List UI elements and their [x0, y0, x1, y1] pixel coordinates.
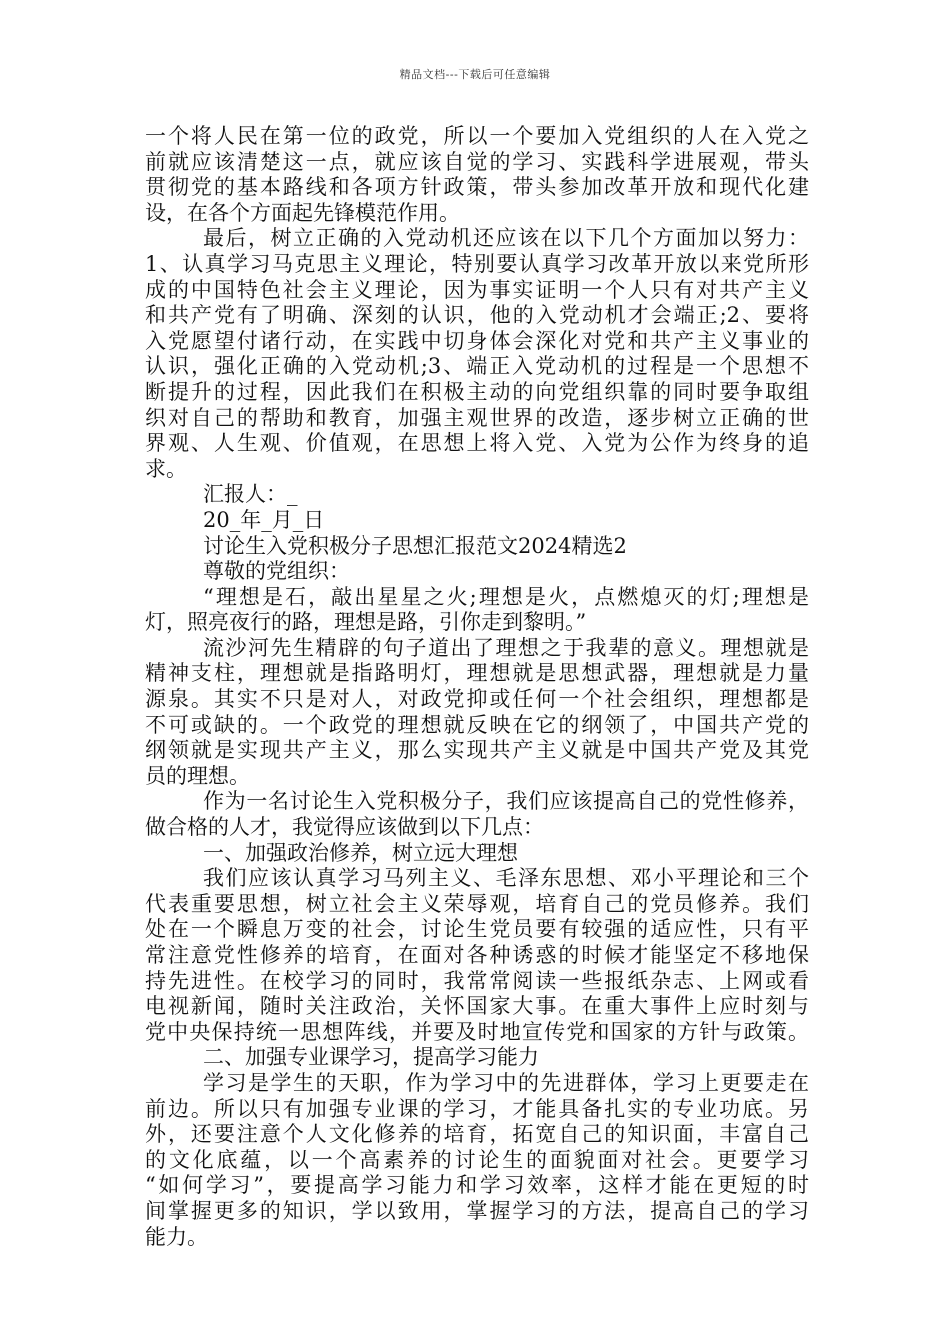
- text-line: 界观、人生观、价值观，在思想上将入党、入党为公作为终身的追: [145, 431, 809, 456]
- text-line: 认识，强化正确的入党动机;3、端正入党动机的过程是一个思想不: [145, 354, 809, 379]
- text-line: 党中央保持统一思想阵线，并要及时地宣传党和国家的方针与政策。: [145, 1019, 809, 1044]
- text-line: 和共产党有了明确、深刻的认识，他的入党动机才会端正;2、要将: [145, 303, 809, 328]
- document-body: [145, 124, 809, 1250]
- text-line: 一个将人民在第一位的政党，所以一个要加入党组织的人在入党之: [145, 124, 809, 148]
- text-line: 纲领就是实现共产主义，那么实现共产主义就是中国共产党及其党: [145, 738, 809, 763]
- text-line: 源泉。其实不只是对人，对政党抑或任何一个社会组织，理想都是: [145, 687, 809, 712]
- text-line: 常注意党性修养的培育，在面对各种诱惑的时候才能坚定不移地保: [145, 943, 809, 967]
- text-line: 断提升的过程，因此我们在积极主动的向党组织靠的同时要争取组: [145, 379, 809, 404]
- text-line: 流沙河先生精辟的句子道出了理想之于我辈的意义。理想就是: [203, 635, 809, 660]
- text-line: 持先进性。在校学习的同时，我常常阅读一些报纸杂志、上网或看: [145, 968, 809, 993]
- text-line: 代表重要思想，树立社会主义荣辱观，培育自己的党员修养。我们: [145, 891, 809, 916]
- text-line: 我们应该认真学习马列主义、毛泽东思想、邓小平理论和三个: [203, 866, 809, 891]
- text-line: 做合格的人才，我觉得应该做到以下几点：: [145, 815, 544, 840]
- text-line: 作为一名讨论生入党积极分子，我们应该提高自己的党性修养，: [203, 789, 809, 814]
- text-line: 能力。: [145, 1224, 208, 1249]
- text-line: 学习是学生的天职，作为学习中的先进群体，学习上更要走在: [203, 1070, 809, 1095]
- text-line: 处在一个瞬息万变的社会，讨论生党员要有较强的适应性，只有平: [145, 917, 809, 942]
- text-line: 成的中国特色社会主义理论，因为事实证明一个人只有对共产主义: [145, 277, 809, 302]
- text-line: “如何学习”，要提高学习能力和学习效率，这样才能在更短的时: [145, 1173, 809, 1198]
- text-line: 一、加强政治修养，树立远大理想: [203, 840, 518, 865]
- text-line: 的文化底蕴，以一个高素养的讨论生的面貌面对社会。更要学习: [145, 1147, 809, 1172]
- text-line: 织对自己的帮助和教育，加强主观世界的改造，逐步树立正确的世: [145, 405, 809, 430]
- text-line: 灯，照亮夜行的路，理想是路，引你走到黎明。”: [145, 610, 587, 635]
- text-line: 求。: [145, 456, 187, 481]
- text-line: 前边。所以只有加强专业课的学习，才能具备扎实的专业功底。另: [145, 1096, 809, 1121]
- text-line: 间掌握更多的知识，学以致用，掌握学习的方法，提高自己的学习: [145, 1198, 809, 1223]
- text-line: 外，还要注意个人文化修养的培育，拓宽自己的知识面，丰富自己: [145, 1122, 809, 1147]
- text-line: 精神支柱，理想就是指路明灯，理想就是思想武器，理想就是力量: [145, 661, 809, 686]
- text-line: 不可或缺的。一个政党的理想就反映在它的纲领了，中国共产党的: [145, 712, 809, 737]
- text-line: 贯彻党的基本路线和各项方针政策，带头参加改革开放和现代化建: [145, 175, 809, 200]
- text-line: 设，在各个方面起先锋模范作用。: [145, 200, 460, 225]
- text-line: 汇报人：_: [203, 482, 298, 507]
- text-line: 二、加强专业课学习，提高学习能力: [203, 1045, 539, 1070]
- text-line: 最后，树立正确的入党动机还应该在以下几个方面加以努力：: [203, 226, 809, 251]
- text-line: 1、认真学习马克思主义理论，特别要认真学习改革开放以来党所形: [145, 251, 809, 276]
- text-line: 讨论生入党积极分子思想汇报范文2024精选2: [203, 533, 627, 558]
- page-header: 精品文档---下载后可任意编辑: [399, 68, 551, 81]
- text-line: 入党愿望付诸行动，在实践中切身体会深化对党和共产主义事业的: [145, 328, 809, 353]
- text-line: 电视新闻，随时关注政治，关怀国家大事。在重大事件上应时刻与: [145, 994, 809, 1019]
- text-line: 20_年_月_日: [203, 507, 325, 532]
- text-line: 前就应该清楚这一点，就应该自觉的学习、实践科学进展观，带头: [145, 149, 809, 174]
- text-line: “理想是石，敲出星星之火;理想是火，点燃熄灭的灯;理想是: [203, 584, 809, 609]
- text-line: 员的理想。: [145, 763, 250, 788]
- text-line: 尊敬的党组织：: [203, 559, 350, 584]
